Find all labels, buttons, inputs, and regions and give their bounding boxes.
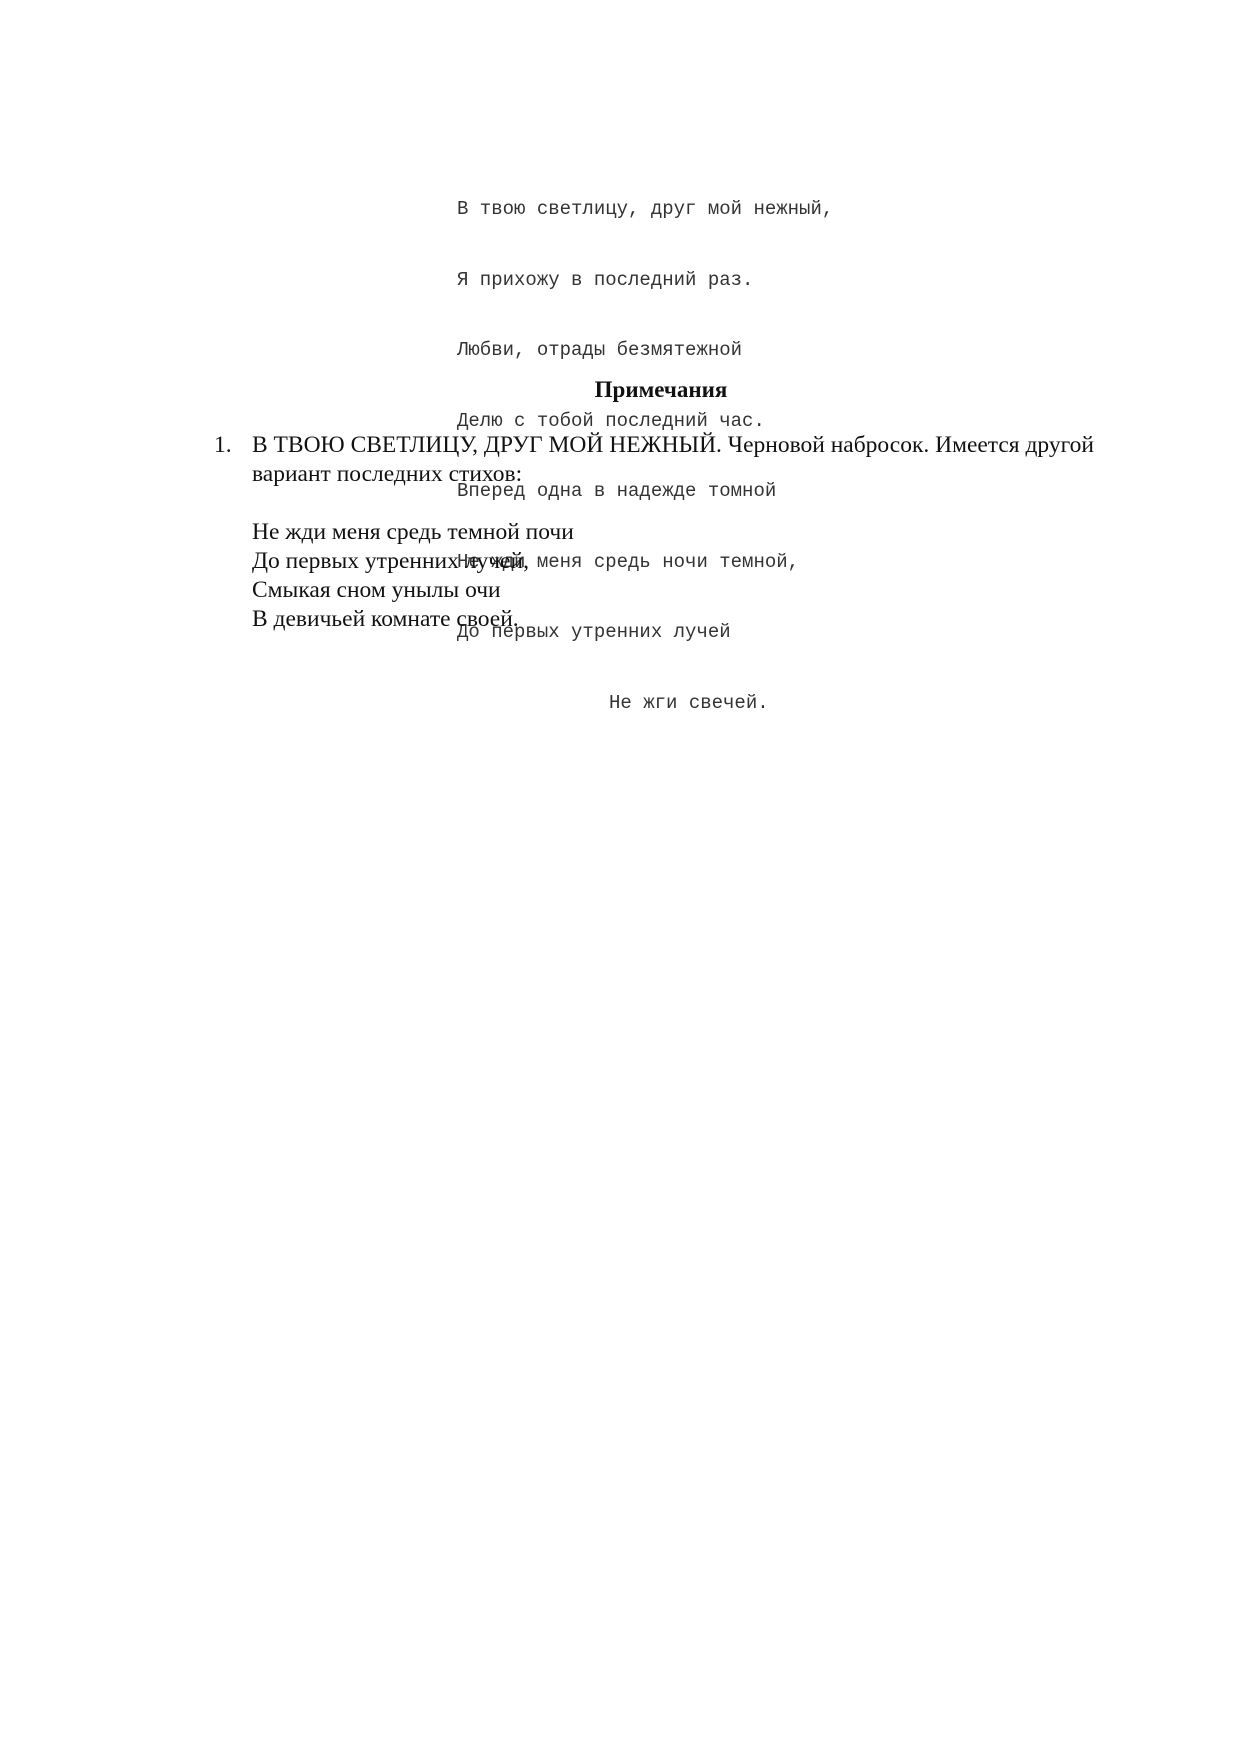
poem-line: Вперед одна в надежде томной xyxy=(457,480,777,502)
poem-line-indented: Не жги свечей. xyxy=(609,691,769,714)
note-number: 1. xyxy=(214,432,232,458)
notes-heading: Примечания xyxy=(594,377,728,402)
poem-line: Любви, отрады безмятежной xyxy=(457,339,743,361)
variant-line: Не жди меня средь темной почи xyxy=(252,519,574,545)
poem-line: До первых утренних лучей xyxy=(457,621,731,643)
variant-line: Смыкая сном унылы очи xyxy=(252,577,501,603)
poem-line: Делю с тобой последний час. xyxy=(457,409,765,432)
variant-line: В девичьей комнате своей. xyxy=(252,606,519,632)
poem-line: Я прихожу в последний раз. xyxy=(457,268,754,291)
note-text: В ТВОЮ СВЕТЛИЦУ, ДРУГ МОЙ НЕЖНЫЙ. Черновой набросок. Имеется другой вариант последних стихов: xyxy=(252,432,1095,487)
variant-line: До первых утренних лучей, xyxy=(252,548,529,574)
variant-verse xyxy=(252,518,574,634)
note-item xyxy=(214,431,1094,489)
poem-line: Не жди меня средь ночи темной, xyxy=(457,550,800,573)
poem-line: В твою светлицу, друг мой нежный, xyxy=(457,198,834,220)
